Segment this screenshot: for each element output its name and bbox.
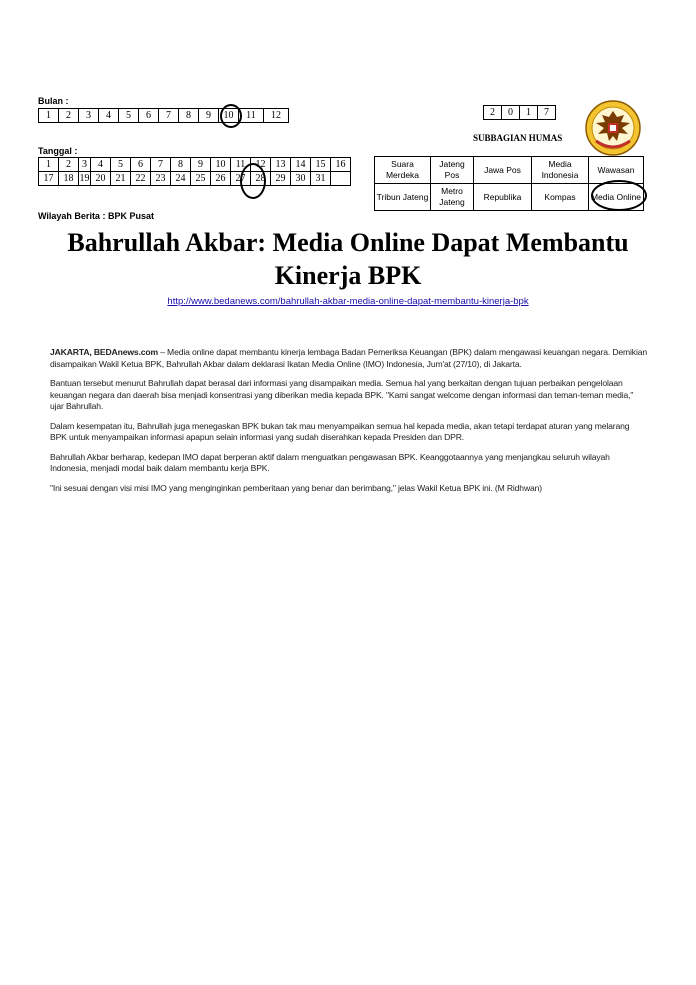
paragraph-text: – Media online dapat membantu kinerja lembaga Badan Pemeriksa Keuangan (BPK) dalam mengawasi keuangan negara. Demikian disampaikan Wakil Ketua BPK, Bahrullah Akbar dalam deklarasi Ikatan Media Online (IMO) Indonesia, Jum'at (27/10), di Jakarta. (50, 347, 647, 369)
media-cell: Metro Jateng (431, 184, 474, 211)
date-cell: 16 (331, 158, 351, 172)
month-cell: 5 (119, 109, 139, 123)
tanggal-label: Tanggal : (38, 146, 78, 156)
month-cell: 7 (159, 109, 179, 123)
month-cell: 12 (264, 109, 289, 123)
date-cell: 4 (91, 158, 111, 172)
article-paragraph: "Ini sesuai dengan visi misi IMO yang menginginkan pemberitaan yang benar dan berimbang," jelas Wakil Ketua BPK ini. (M Ridhwan) (50, 482, 542, 493)
date-cell: 19 (79, 173, 90, 184)
date-cell: 26 (211, 172, 231, 186)
year-digit: 2 (484, 106, 502, 120)
article-paragraph: Bahrullah Akbar berharap, kedepan IMO dapat berperan aktif dalam menguatkan pengawasan BPK. Keanggotaannya yang menjangkau seluruh wilayah Indonesia, menjadi modal baik dalam membantu kerja BPK. (50, 451, 610, 473)
media-cell: Media Online (589, 184, 644, 211)
date-cell: 25 (191, 172, 211, 186)
selected-media-circle (591, 180, 647, 211)
date-cell: 6 (131, 158, 151, 172)
media-cell: Jawa Pos (474, 157, 532, 184)
date-cell (331, 172, 351, 186)
date-cell: 9 (191, 158, 211, 172)
date-cell: 22 (131, 172, 151, 186)
year-digit: 1 (520, 106, 538, 120)
date-cell: 31 (311, 172, 331, 186)
date-cell: 1 (39, 158, 59, 172)
month-cell: 4 (99, 109, 119, 123)
month-cell: 11 (239, 109, 264, 123)
date-cell: 28 (251, 172, 271, 186)
selected-date-circle (240, 163, 266, 199)
department-label: SUBBAGIAN HUMAS (473, 133, 563, 143)
date-cell: 8 (171, 158, 191, 172)
media-cell: Kompas (532, 184, 589, 211)
date-cell: 20 (91, 172, 111, 186)
media-cell: Republika (474, 184, 532, 211)
date-cell: 29 (271, 172, 291, 186)
date-cell: 11 (231, 158, 251, 172)
media-cell: Jateng Pos (431, 157, 474, 184)
date-cell: 15 (311, 158, 331, 172)
article-title: Bahrullah Akbar: Media Online Dapat Membantu Kinerja BPK (67, 228, 629, 290)
date-cell: 7 (151, 158, 171, 172)
date-cell: 17 (39, 172, 59, 186)
date-cell: 10 (211, 158, 231, 172)
article-paragraph: Bantuan tersebut menurut Bahrullah dapat berasal dari informasi yang disampaikan media. Semua hal yang berkaitan dengan tujuan perbaikan pengelolaan keuangan negara dan daerah bisa menjadi konsentrasi yang diberikan media kepada BPK. "Kami sangat welcome dengan informasi dan teman-teman media," ujar Bahrullah. (50, 378, 634, 411)
article-paragraph: Dalam kesempatan itu, Bahrullah juga menegaskan BPK bukan tak mau menyampaikan semua hal kepada media, akan tetapi terdapat aturan yang melarang BPK untuk menyampaikan informasi apapun selain informasi yang sudah diserahkan kepada Presiden dan DPR. (50, 420, 630, 442)
article-body (50, 347, 647, 502)
month-cell: 1 (39, 109, 59, 123)
date-cell: 21 (111, 172, 131, 186)
month-cell: 9 (199, 109, 219, 123)
month-cell: 6 (139, 109, 159, 123)
date-cell: 24 (171, 172, 191, 186)
date-cell: 30 (291, 172, 311, 186)
media-cell: Suara Merdeka (375, 157, 431, 184)
bpk-garuda-logo (584, 99, 642, 157)
month-cell: 10 (219, 109, 239, 123)
date-cell: 2 (59, 158, 79, 172)
media-cell: Tribun Jateng (375, 184, 431, 211)
date-cell: 5 (111, 158, 131, 172)
date-cell: 3 (79, 158, 91, 172)
month-cell: 8 (179, 109, 199, 123)
dateline: JAKARTA, BEDAnews.com (50, 347, 158, 357)
month-cell: 2 (59, 109, 79, 123)
date-cell: 23 (151, 172, 171, 186)
article-paragraph (50, 347, 647, 370)
selected-month-circle (220, 104, 242, 128)
date-cell: 14 (291, 158, 311, 172)
date-cell: 18 (59, 172, 79, 186)
media-cell: Wawasan (589, 157, 644, 184)
month-table (38, 108, 289, 123)
date-cell: 27 (231, 172, 251, 186)
date-cell: 13 (271, 158, 291, 172)
article-link[interactable]: http://www.bedanews.com/bahrullah-akbar-media-online-dapat-membantu-kinerja-bpk (167, 296, 529, 307)
date-table (38, 157, 351, 186)
year-digit: 7 (538, 106, 556, 120)
date-cell: 12 (251, 158, 271, 172)
wilayah-label: Wilayah Berita : BPK Pusat (38, 211, 154, 221)
year-digit: 0 (502, 106, 520, 120)
bulan-label: Bulan : (38, 96, 69, 106)
month-cell: 3 (79, 109, 99, 123)
media-cell: Media Indonesia (532, 157, 589, 184)
year-table (483, 105, 556, 120)
